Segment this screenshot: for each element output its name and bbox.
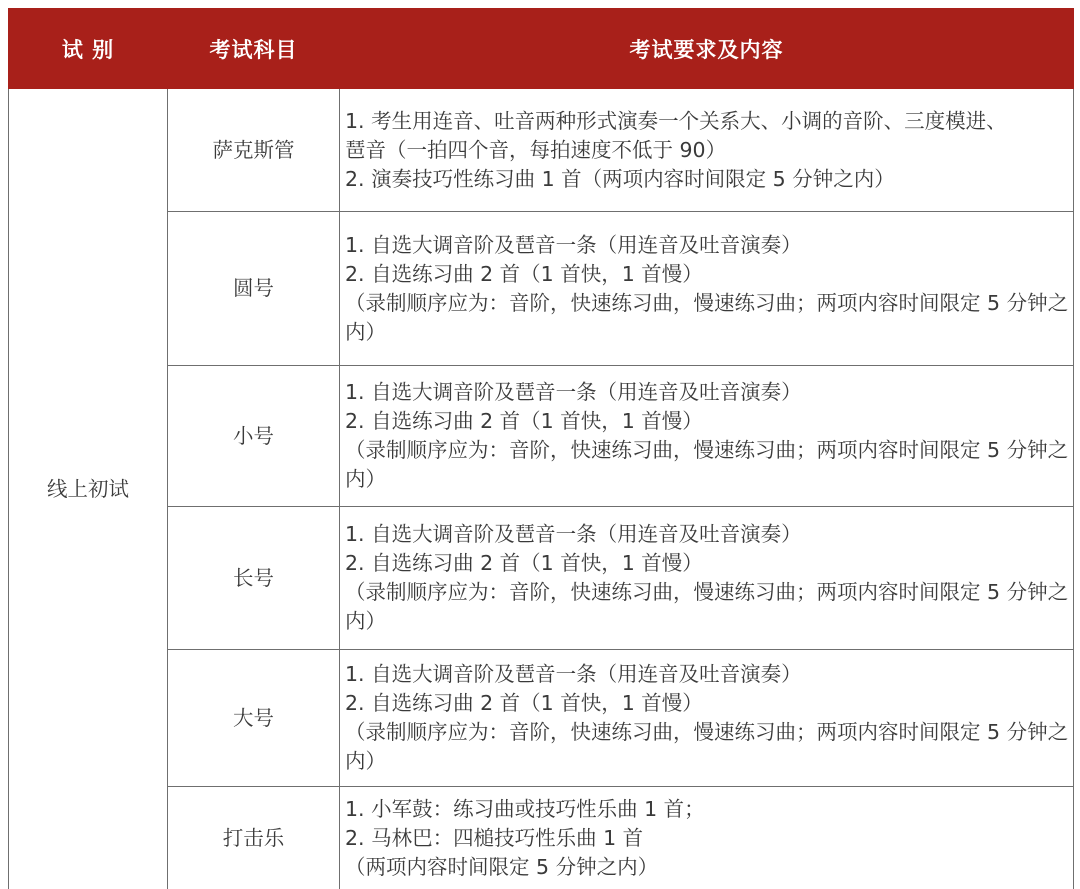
content-line: 1. 自选大调音阶及琶音一条（用连音及吐音演奏） — [345, 522, 802, 546]
content-line: 1. 自选大调音阶及琶音一条（用连音及吐音演奏） — [345, 380, 802, 404]
header-content: 考试要求及内容 — [340, 9, 1074, 89]
content-line: 2. 自选练习曲 2 首（1 首快，1 首慢） — [345, 691, 703, 715]
subject-cell: 圆号 — [168, 212, 340, 366]
content-line: （录制顺序应为：音阶，快速练习曲，慢速练习曲；两项内容时间限定 5 分钟之内） — [345, 580, 1069, 633]
content-cell — [340, 787, 1074, 889]
content-line: （录制顺序应为：音阶，快速练习曲，慢速练习曲；两项内容时间限定 5 分钟之内） — [345, 720, 1069, 773]
header-subject: 考试科目 — [168, 9, 340, 89]
subject-cell: 大号 — [168, 650, 340, 787]
subject-cell: 长号 — [168, 507, 340, 650]
subject-cell: 打击乐 — [168, 787, 340, 889]
table-row — [9, 212, 1074, 366]
content-line: （录制顺序应为：音阶，快速练习曲，慢速练习曲；两项内容时间限定 5 分钟之内） — [345, 290, 1069, 344]
table-row — [9, 507, 1074, 650]
content-cell — [340, 507, 1074, 650]
table-row — [9, 650, 1074, 787]
content-line: 1. 考生用连音、吐音两种形式演奏一个关系大、小调的音阶、三度模进、 — [345, 108, 1007, 133]
content-line: 2. 自选练习曲 2 首（1 首快，1 首慢） — [345, 409, 703, 433]
content-line: （两项内容时间限定 5 分钟之内） — [345, 855, 659, 879]
table-header-row — [9, 9, 1074, 89]
table-row — [9, 366, 1074, 507]
content-cell — [340, 89, 1074, 212]
content-cell — [340, 366, 1074, 507]
exam-requirements-table — [8, 8, 1074, 889]
subject-cell: 萨克斯管 — [168, 89, 340, 212]
content-line: 琶音（一拍四个音，每拍速度不低于 90） — [345, 137, 727, 162]
content-cell — [340, 212, 1074, 366]
content-line: 2. 自选练习曲 2 首（1 首快，1 首慢） — [345, 551, 703, 575]
content-line: （录制顺序应为：音阶，快速练习曲，慢速练习曲；两项内容时间限定 5 分钟之内） — [345, 438, 1069, 491]
content-line: 2. 演奏技巧性练习曲 1 首（两项内容时间限定 5 分钟之内） — [345, 166, 895, 191]
subject-cell: 小号 — [168, 366, 340, 507]
table-row — [9, 89, 1074, 212]
content-cell — [340, 650, 1074, 787]
header-round: 试 别 — [9, 9, 168, 89]
table-row — [9, 787, 1074, 889]
content-line: 2. 自选练习曲 2 首（1 首快，1 首慢） — [345, 261, 703, 286]
content-line: 2. 马林巴：四槌技巧性乐曲 1 首 — [345, 826, 644, 850]
content-line: 1. 小军鼓：练习曲或技巧性乐曲 1 首； — [345, 797, 705, 821]
content-line: 1. 自选大调音阶及琶音一条（用连音及吐音演奏） — [345, 232, 802, 257]
content-line: 1. 自选大调音阶及琶音一条（用连音及吐音演奏） — [345, 662, 802, 686]
round-cell: 线上初试 — [9, 89, 168, 889]
